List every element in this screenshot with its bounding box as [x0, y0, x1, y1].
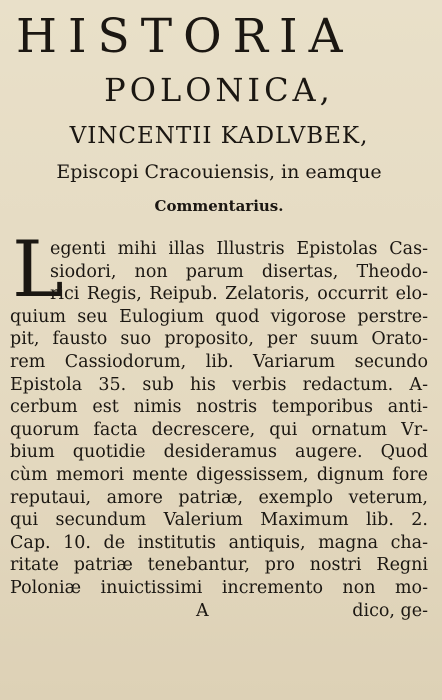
text-line: ritate patriæ tenebantur, pro nostri Regni	[10, 555, 428, 576]
page-subtitle: POLONICA,	[104, 71, 334, 109]
description-line: Episcopi Cracouiensis, in eamque	[56, 161, 382, 183]
section-heading: Commentarius.	[154, 197, 284, 215]
text-line: quorum facta decrescere, qui ornatum Vr-	[10, 419, 428, 440]
signature-mark: A	[196, 600, 209, 621]
text-line: pit, fausto suo proposito, per suum Orato-	[10, 329, 428, 350]
text-line: cùm memori mente digessissem, dignum fore	[10, 464, 428, 485]
catchword: dico, ge-	[352, 600, 428, 621]
text-line: egenti mihi illas Illustris Epistolas Cas-	[50, 239, 428, 259]
page-footer	[10, 600, 428, 622]
author-line: VINCENTII KADLVBEK,	[69, 123, 369, 149]
text-line: Epistola 35. sub his verbis redactum. A-	[10, 374, 428, 395]
text-line: reputaui, amore patriæ, exemplo veterum,	[10, 487, 428, 508]
text-line: qui secundum Valerium Maximum lib. 2.	[10, 510, 428, 531]
page-title: HISTORIA	[16, 9, 354, 64]
drop-cap: L	[12, 225, 64, 315]
text-line: quium seu Eulogium quod vigorose perstre-	[10, 306, 428, 327]
text-line: rici Regis, Reipub. Zelatoris, occurrit elo-	[50, 284, 428, 305]
text-line: Poloniæ inuictissimi incremento non mo-	[10, 577, 428, 598]
text-line: bium quotidie desideramus augere. Quod	[10, 442, 428, 463]
body-text	[10, 225, 428, 600]
text-line: cerbum est nimis nostris temporibus anti-	[10, 397, 428, 418]
text-line: siodori, non parum disertas, Theodo-	[50, 261, 428, 282]
text-line: Cap. 10. de institutis antiquis, magna cha-	[10, 532, 428, 553]
text-line: rem Cassiodorum, lib. Variarum secundo	[10, 351, 428, 372]
